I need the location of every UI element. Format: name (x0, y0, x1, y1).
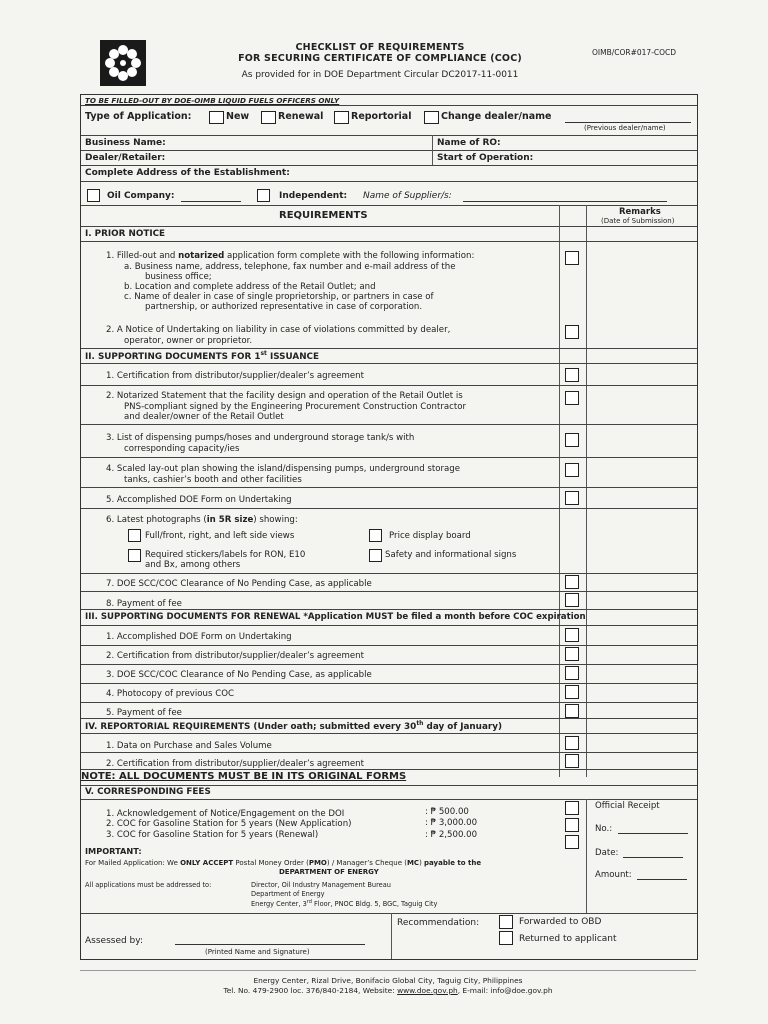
checkbox-issuance-1[interactable] (565, 368, 579, 382)
checkbox-fee-1[interactable] (565, 801, 579, 815)
req-info-a: a. Business name, address, telephone, fax number and e-mail address of the (124, 262, 456, 272)
important-label: IMPORTANT: (85, 846, 142, 856)
req-certification: 1. Certification from distributor/supplier/dealer’s agreement (106, 371, 365, 381)
renewal-doe-form: 1. Accomplished DOE Form on Undertaking (106, 632, 292, 642)
receipt-no-label: No.: (595, 824, 613, 834)
oil-company-line[interactable] (181, 201, 241, 202)
checkbox-renewal-3[interactable] (565, 666, 579, 680)
type-change-dealer-label: Change dealer/name (441, 111, 552, 122)
req-info-c-cont: partnership, or authorized representative in case of corporation. (145, 302, 423, 312)
receipt-no-line[interactable] (618, 833, 688, 834)
original-forms-note: NOTE: ALL DOCUMENTS MUST BE IN ITS ORIGINAL FORMS (81, 771, 410, 782)
oil-company-label: Oil Company: (107, 191, 175, 201)
address-line1: Director, Oil Industry Management Bureau (251, 881, 391, 889)
fee-coc-renewal: 3. COC for Gasoline Station for 5 years (Renewal) (106, 830, 319, 840)
renewal-payment-fee: 5. Payment of fee (106, 708, 182, 718)
reportorial-certification: 2. Certification from distributor/supplier/dealer’s agreement (106, 759, 365, 769)
footer-contact: Tel. No. 479-2900 loc. 376/840-2184, Website: www.doe.gov.ph, E-mail: info@doe.gov.ph (223, 986, 553, 995)
renewal-clearance: 3. DOE SCC/COC Clearance of No Pending Case, as applicable (106, 670, 372, 680)
mailed-application-note: For Mailed Application: We ONLY ACCEPT Postal Money Order (PMO) / Manager’s Cheque (MC) payable to the (85, 859, 482, 867)
req-info-c: c. Name of dealer in case of single proprietorship, or partners in case of (124, 292, 434, 302)
receipt-amount-label: Amount: (595, 870, 632, 880)
section-prior-notice: I. PRIOR NOTICE (85, 229, 166, 239)
address-label: Complete Address of the Establishment: (85, 168, 290, 178)
receipt-date-label: Date: (595, 848, 619, 858)
checkbox-fee-3[interactable] (565, 835, 579, 849)
checkbox-prior-2[interactable] (565, 325, 579, 339)
officer-note: TO BE FILLED-OUT BY DOE-OIMB LIQUID FUELS OFFICERS ONLY (85, 96, 340, 105)
photo-stickers-checkbox[interactable] (128, 549, 141, 562)
type-reportorial-label: Reportorial (351, 111, 412, 122)
forwarded-checkbox[interactable] (499, 915, 513, 929)
req-notarized-statement-cont: PNS-compliant signed by the Engineering Procurement Construction Contractor (124, 402, 467, 412)
type-reportorial-checkbox[interactable] (334, 111, 349, 124)
assessed-by-label: Assessed by: (85, 936, 143, 946)
req-info-b: b. Location and complete address of the Retail Outlet; and (124, 282, 376, 292)
req-layout-plan: 4. Scaled lay-out plan showing the island/dispensing pumps, underground storage (106, 464, 461, 474)
dealer-retailer-label: Dealer/Retailer: (85, 153, 166, 163)
checkbox-prior-1[interactable] (565, 251, 579, 265)
renewal-previous-coc: 4. Photocopy of previous COC (106, 689, 234, 699)
photo-views-checkbox[interactable] (128, 529, 141, 542)
fee-acknowledgement: 1. Acknowledgement of Notice/Engagement on the DOI (106, 809, 345, 819)
previous-dealer-hint: (Previous dealer/name) (584, 124, 666, 132)
checkbox-issuance-3[interactable] (565, 433, 579, 447)
reportorial-purchase-sales: 1. Data on Purchase and Sales Volume (106, 741, 272, 751)
form-code: OIMB/COR#017-COCD (592, 48, 677, 57)
checkbox-issuance-5[interactable] (565, 491, 579, 505)
type-of-application-label: Type of Application: (85, 111, 192, 122)
photo-stickers-label-cont: and Bx, among others (145, 560, 241, 570)
doe-logo-icon (100, 40, 146, 86)
receipt-date-line[interactable] (623, 857, 683, 858)
checkbox-reportorial-2[interactable] (565, 754, 579, 768)
req-photographs: 6. Latest photographs (in 5R size) showing: (106, 515, 298, 525)
fee-coc-new: 2. COC for Gasoline Station for 5 years (New Application) (106, 819, 352, 829)
document-title-line2: FOR SECURING CERTIFICATE OF COMPLIANCE (COC) (238, 53, 522, 64)
email-link[interactable]: info@doe.gov.ph (490, 986, 553, 995)
type-new-label: New (226, 111, 250, 122)
req-notice-undertaking-cont: operator, owner or proprietor. (124, 336, 253, 346)
assessed-by-signature-line[interactable] (175, 944, 365, 945)
remarks-header: Remarks (619, 207, 661, 217)
checkbox-issuance-2[interactable] (565, 391, 579, 405)
req-notarized-statement: 2. Notarized Statement that the facility design and operation of the Retail Outlet is (106, 391, 463, 401)
independent-label: Independent: (279, 191, 348, 201)
returned-checkbox[interactable] (499, 931, 513, 945)
oil-company-checkbox[interactable] (87, 189, 100, 202)
type-new-checkbox[interactable] (209, 111, 224, 124)
section-first-issuance: II. SUPPORTING DOCUMENTS FOR 1st ISSUANCE (85, 350, 320, 362)
req-application-form: 1. Filled-out and notarized application form complete with the following information: (106, 251, 475, 261)
photo-stickers-label: Required stickers/labels for RON, E10 (145, 550, 306, 560)
checkbox-issuance-8[interactable] (565, 593, 579, 607)
req-notice-undertaking: 2. A Notice of Undertaking on liability in case of violations committed by dealer, (106, 325, 451, 335)
name-of-ro-label: Name of RO: (437, 138, 501, 148)
section-reportorial: IV. REPORTORIAL REQUIREMENTS (Under oath; submitted every 30th day of January) (85, 720, 502, 732)
requirements-header: REQUIREMENTS (279, 210, 368, 221)
photo-safety-signs-checkbox[interactable] (369, 549, 382, 562)
checkbox-renewal-2[interactable] (565, 647, 579, 661)
req-doe-form-undertaking: 5. Accomplished DOE Form on Undertaking (106, 495, 292, 505)
type-change-dealer-checkbox[interactable] (424, 111, 439, 124)
business-name-label: Business Name: (85, 138, 166, 148)
independent-checkbox[interactable] (257, 189, 270, 202)
section-renewal: III. SUPPORTING DOCUMENTS FOR RENEWAL *Application MUST be filed a month before COC expiration (85, 612, 586, 622)
recommendation-label: Recommendation: (397, 918, 480, 928)
req-payment-fee: 8. Payment of fee (106, 599, 182, 609)
checkbox-fee-2[interactable] (565, 818, 579, 832)
address-line2: Department of Energy (251, 890, 325, 898)
req-layout-plan-cont: tanks, cashier’s booth and other facilities (124, 475, 302, 485)
photo-price-board-label: Price display board (389, 531, 471, 541)
photo-safety-signs-label: Safety and informational signs (385, 550, 517, 560)
supplier-label: Name of Supplier/s: (363, 191, 452, 201)
checklist-form (80, 94, 698, 960)
photo-price-board-checkbox[interactable] (369, 529, 382, 542)
website-link[interactable]: www.doe.gov.ph (397, 986, 458, 995)
type-renewal-label: Renewal (278, 111, 324, 122)
req-info-a-cont: business office; (145, 272, 212, 282)
checkbox-renewal-5[interactable] (565, 704, 579, 718)
address-to-label: All applications must be addressed to: (85, 881, 212, 889)
fee-acknowledgement-amount: : ₱ 500.00 (425, 807, 469, 817)
receipt-amount-line[interactable] (637, 879, 687, 880)
checkbox-reportorial-1[interactable] (565, 736, 579, 750)
forwarded-label: Forwarded to OBD (519, 917, 602, 927)
req-notarized-statement-cont2: and dealer/owner of the Retail Outlet (124, 412, 284, 422)
document-subtitle: As provided for in DOE Department Circular DC2017-11-0011 (241, 70, 519, 80)
fee-coc-new-amount: : ₱ 3,000.00 (425, 818, 478, 828)
renewal-certification: 2. Certification from distributor/supplier/dealer’s agreement (106, 651, 365, 661)
photo-views-label: Full/front, right, and left side views (145, 531, 295, 541)
document-title: CHECKLIST OF REQUIREMENTS (295, 42, 465, 53)
remarks-subheader: (Date of Submission) (601, 217, 675, 225)
payee-department: DEPARTMENT OF ENERGY (279, 868, 379, 876)
type-renewal-checkbox[interactable] (261, 111, 276, 124)
checkbox-renewal-1[interactable] (565, 628, 579, 642)
supplier-line[interactable] (463, 201, 667, 202)
address-line3: Energy Center, 3rd Floor, PNOC Bldg. 5, BGC, Taguig City (251, 899, 438, 909)
previous-dealer-line[interactable] (565, 122, 691, 123)
footer-address: Energy Center, Rizal Drive, Bonifacio Global City, Taguig City, Philippines (253, 976, 523, 985)
checkbox-issuance-4[interactable] (565, 463, 579, 477)
signature-hint: (Printed Name and Signature) (205, 948, 310, 956)
returned-label: Returned to applicant (519, 934, 617, 944)
section-fees: V. CORRESPONDING FEES (85, 787, 211, 797)
checkbox-renewal-4[interactable] (565, 685, 579, 699)
req-clearance: 7. DOE SCC/COC Clearance of No Pending Case, as applicable (106, 579, 372, 589)
official-receipt-label: Official Receipt (595, 801, 660, 811)
req-dispensing-pumps: 3. List of dispensing pumps/hoses and underground storage tank/s with (106, 433, 415, 443)
checkbox-issuance-7[interactable] (565, 575, 579, 589)
fee-coc-renewal-amount: : ₱ 2,500.00 (425, 830, 478, 840)
req-dispensing-pumps-cont: corresponding capacity/ies (124, 444, 240, 454)
start-of-operation-label: Start of Operation: (437, 153, 534, 163)
